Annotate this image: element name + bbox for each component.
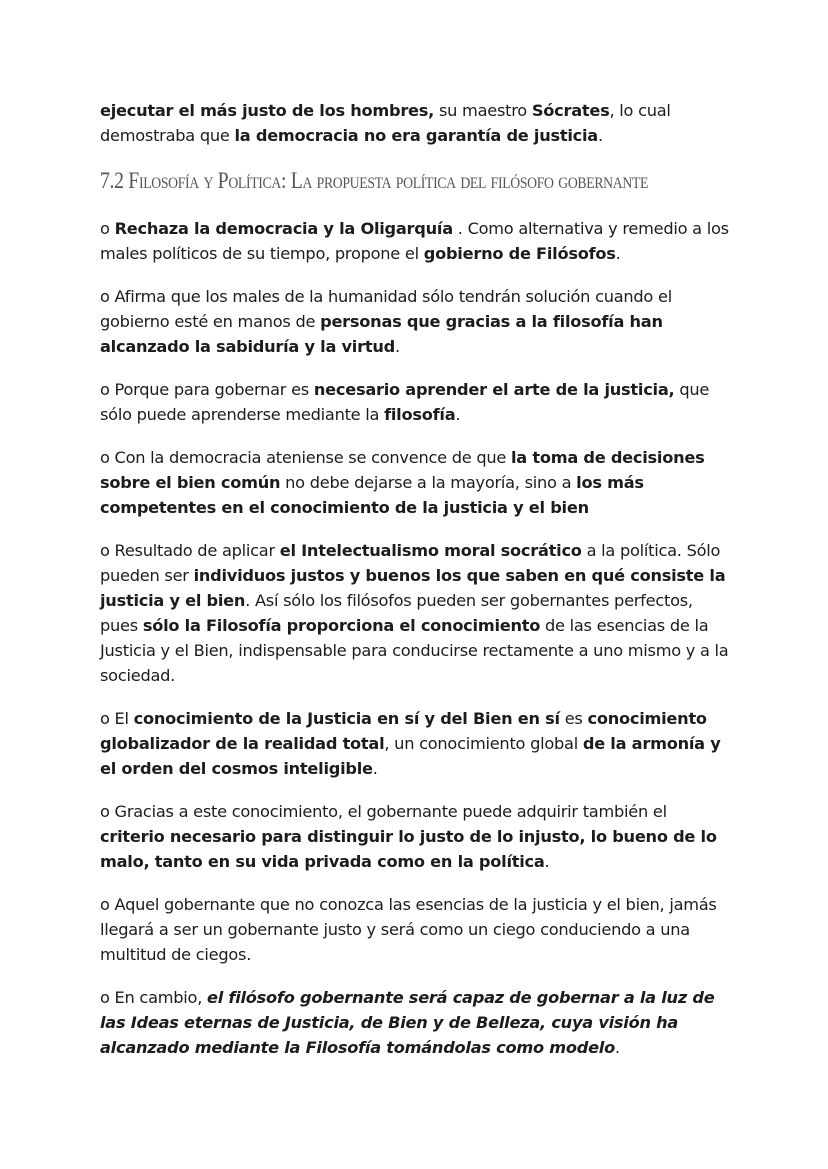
bold-text: criterio necesario para distinguir lo justo de lo injusto, lo bueno de lo malo, tanto en su vida privada como en la política <box>100 827 717 871</box>
intro-paragraph: ejecutar el más justo de los hombres, su maestro Sócrates, lo cual demostraba que la democracia no era garantía de justicia. <box>100 101 671 145</box>
bold-text: conocimiento de la Justicia en sí y del Bien en sí <box>133 709 560 728</box>
bold-text: Sócrates <box>531 101 610 120</box>
bold-text: sólo la Filosofía proporciona el conocimiento <box>142 616 541 635</box>
paragraph-porque: o Porque para gobernar es necesario aprender el arte de la justicia, que sólo puede aprenderse mediante la filosofía. <box>100 380 710 424</box>
paragraph-criterio: o Gracias a este conocimiento, el gobernante puede adquirir también el criterio necesario para distinguir lo justo de lo injusto, lo bueno de lo malo, tanto en su vida privada como en la política. <box>100 802 717 871</box>
paragraph-conocimiento: o El conocimiento de la Justicia en sí y del Bien en sí es conocimiento globalizador de la realidad total, un conocimiento global de la armonía y el orden del cosmos inteligible. <box>100 709 721 778</box>
bold-text: gobierno de Filósofos <box>423 244 616 263</box>
paragraph-ciego: o Aquel gobernante que no conozca las esencias de la justicia y el bien, jamás llegará a ser un gobernante justo y será como un ciego conduciendo a una multitud de ciegos. <box>100 895 717 964</box>
paragraph-rechaza: o Rechaza la democracia y la Oligarquía . Como alternativa y remedio a los males políticos de su tiempo, propone el gobierno de Filósofos. <box>100 219 729 263</box>
bold-text: conocimiento globalizador de la realidad total <box>100 709 707 753</box>
bold-text: personas que gracias a la filosofía han alcanzado la sabiduría y la virtud <box>100 312 663 356</box>
bold-text: la toma de decisiones sobre el bien común <box>100 448 705 492</box>
bold-text: Rechaza la democracia y la Oligarquía <box>114 219 453 238</box>
bold-text: de la armonía y el orden del cosmos inteligible <box>100 734 721 778</box>
bold-italic-text: el filósofo gobernante será capaz de gobernar a la luz de las Ideas eternas de Justicia, de Bien y de Belleza, cuya visión ha alcanzado mediante la Filosofía tomándolas como modelo <box>100 988 715 1057</box>
bold-text: filosofía <box>384 405 456 424</box>
paragraph-intelectualismo: o Resultado de aplicar el Intelectualismo moral socrático a la política. Sólo pueden ser individuos justos y buenos los que saben en qué consiste la justicia y el bien. Así sólo los filósofos pueden ser gobernantes perfectos, pues sólo la Filosofía proporciona el conocimiento de las esencias de la Justicia y el Bien, indispensable para conducirse rectamente a uno mismo y a la sociedad. <box>100 541 729 685</box>
paragraph-democracia: o Con la democracia ateniense se convence de que la toma de decisiones sobre el bien común no debe dejarse a la mayoría, sino a los más competentes en el conocimiento de la justicia y el bien <box>100 448 705 517</box>
bold-text: necesario aprender el arte de la justicia, <box>313 380 675 399</box>
bold-text: ejecutar el más justo de los hombres, <box>100 101 435 120</box>
paragraph-filosofo-gobernante: o En cambio, el filósofo gobernante será capaz de gobernar a la luz de las Ideas eternas de Justicia, de Bien y de Belleza, cuya visión ha alcanzado mediante la Filosofía tomándolas como modelo. <box>100 988 715 1057</box>
paragraph-afirma: o Afirma que los males de la humanidad sólo tendrán solución cuando el gobierno esté en manos de personas que gracias a la filosofía han alcanzado la sabiduría y la virtud. <box>100 287 672 356</box>
bold-text: el Intelectualismo moral socrático <box>279 541 582 560</box>
document-page <box>100 98 732 1078</box>
bold-text: la democracia no era garantía de justicia <box>234 126 598 145</box>
bold-text: individuos justos y buenos los que saben en qué consiste la justicia y el bien <box>100 566 726 610</box>
bold-text: los más competentes en el conocimiento de la justicia y el bien <box>100 473 644 517</box>
section-heading: 7.2 Filosofía y Política: La propuesta política del filósofo gobernante <box>100 168 649 193</box>
